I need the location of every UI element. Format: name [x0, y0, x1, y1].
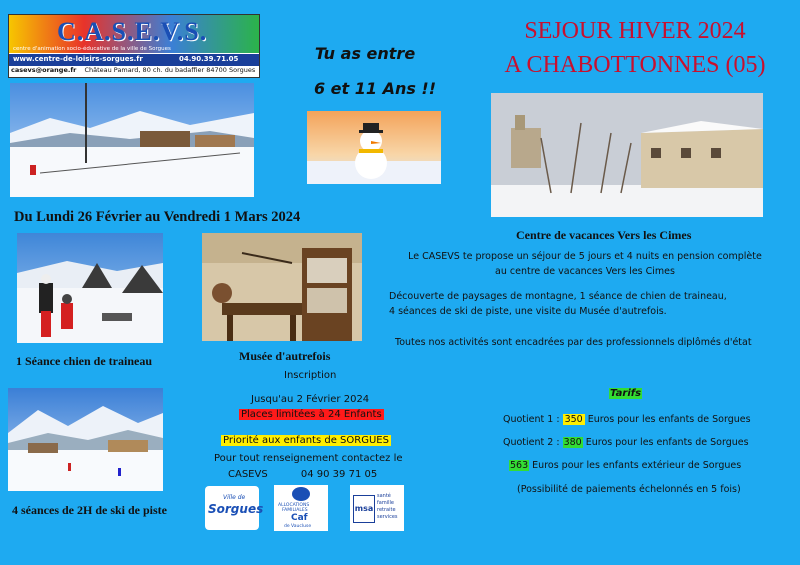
- inscription-info-2: [228, 469, 377, 480]
- msa-logo: [350, 485, 404, 531]
- ski-slope-photo: [8, 388, 163, 491]
- sorgues-logo-small: Ville de: [223, 494, 246, 501]
- msa-text-4: services: [377, 514, 398, 520]
- inscription-priority: [221, 435, 391, 446]
- logo-name: C.A.S.E.V.S.: [57, 17, 208, 46]
- logo-contact-bar: [9, 54, 259, 66]
- tarif-ext-price: 563: [510, 460, 529, 471]
- tarif-q2-label: Quotient 2 :: [503, 437, 560, 448]
- contact-phone: 04 90 39 71 05: [300, 469, 378, 480]
- museum-caption: Musée d'autrefois: [239, 349, 331, 363]
- stay-dates: Du Lundi 26 Février au Vendredi 1 Mars 2024: [14, 209, 301, 225]
- sorgues-logo-name: Sorgues: [208, 502, 264, 516]
- museum-photo: [202, 233, 362, 341]
- tarif-payment-note: (Possibilité de paiements échelonnés en 5 fois): [517, 484, 741, 495]
- logo-address: Château Pamard, 80 ch. du badaffier 84700 Sorgues: [84, 66, 256, 74]
- msa-text-2: famille: [377, 500, 394, 506]
- caf-emblem: [292, 487, 310, 501]
- logo-email: casevs@orange.fr: [11, 66, 77, 74]
- age-headline-2: 6 et 11 Ans !!: [313, 79, 437, 98]
- holiday-centre-photo: [491, 93, 763, 217]
- caf-text-2: FAMILIALES: [282, 508, 308, 513]
- inscription-info-1: Pour tout renseignement contactez le: [214, 453, 403, 464]
- tarif-q2-text: Euros pour les enfants de Sorgues: [585, 437, 749, 448]
- tarif-quotient-2: [503, 437, 749, 448]
- caf-text-3: Caf: [291, 513, 308, 523]
- places-limit-badge: Places limitées à 24 Enfants: [241, 409, 382, 420]
- msa-text-3: retraite: [377, 507, 396, 513]
- page-title-line2: A CHABOTTONNES (05): [504, 52, 766, 78]
- ski-caption: 4 séances de 2H de ski de piste: [12, 503, 168, 517]
- msa-mark: msa: [353, 495, 375, 523]
- description-intro-2: au centre de vacances Vers les Cimes: [495, 266, 675, 277]
- caf-text-4: de Vaucluse: [284, 524, 312, 529]
- caf-logo: [274, 485, 328, 531]
- caf-text-1: ALLOCATIONS: [278, 503, 310, 508]
- msa-text-1: santé: [377, 493, 391, 499]
- logo-website: www.centre-de-loisirs-sorgues.fr: [13, 55, 143, 63]
- description-activities-1: Découverte de paysages de montagne, 1 séance de chien de traineau,: [389, 291, 727, 302]
- page-title-line1: SEJOUR HIVER 2024: [524, 18, 746, 44]
- contact-name: CASEVS: [228, 469, 268, 480]
- centre-caption: Centre de vacances Vers les Cimes: [516, 228, 692, 242]
- logo-subtitle: centre d'animation socio-éducative de la ville de Sorgues: [13, 46, 171, 52]
- sled-caption: 1 Séance chien de traineau: [16, 354, 152, 368]
- description-staff: Toutes nos activités sont encadrées par des professionnels diplômés d'état: [395, 337, 752, 348]
- logo-phone: 04.90.39.71.05: [179, 55, 239, 63]
- description-activities-2: 4 séances de ski de piste, une visite du Musée d'autrefois.: [389, 306, 667, 317]
- tarifs-title-text: Tarifs: [610, 388, 642, 399]
- inscription-limit: [239, 409, 384, 420]
- inscription-title: Inscription: [284, 370, 337, 381]
- dog-sled-photo: [17, 233, 163, 343]
- tarif-q1-text: Euros pour les enfants de Sorgues: [587, 414, 751, 425]
- casevs-logo: [8, 14, 260, 78]
- tarifs-title: [609, 388, 642, 399]
- tarif-exterieur: [509, 460, 741, 471]
- inscription-deadline: Jusqu'au 2 Février 2024: [251, 394, 370, 405]
- description-intro-1: Le CASEVS te propose un séjour de 5 jours et 4 nuits en pension complète: [408, 251, 762, 262]
- sorgues-logo: [205, 486, 264, 530]
- snowman-photo: [307, 111, 441, 184]
- ski-resort-photo: [10, 83, 254, 197]
- priority-badge: Priorité aux enfants de SORGUES: [223, 435, 389, 446]
- tarif-quotient-1: [503, 414, 751, 425]
- tarif-q2-price: 380: [563, 437, 582, 448]
- age-headline-1: Tu as entre: [314, 44, 416, 63]
- tarif-q1-label: Quotient 1 :: [503, 414, 560, 425]
- tarif-q1-price: 350: [564, 414, 583, 425]
- logo-address-line: [11, 66, 255, 74]
- tarif-ext-text: Euros pour les enfants extérieur de Sorgues: [532, 460, 742, 471]
